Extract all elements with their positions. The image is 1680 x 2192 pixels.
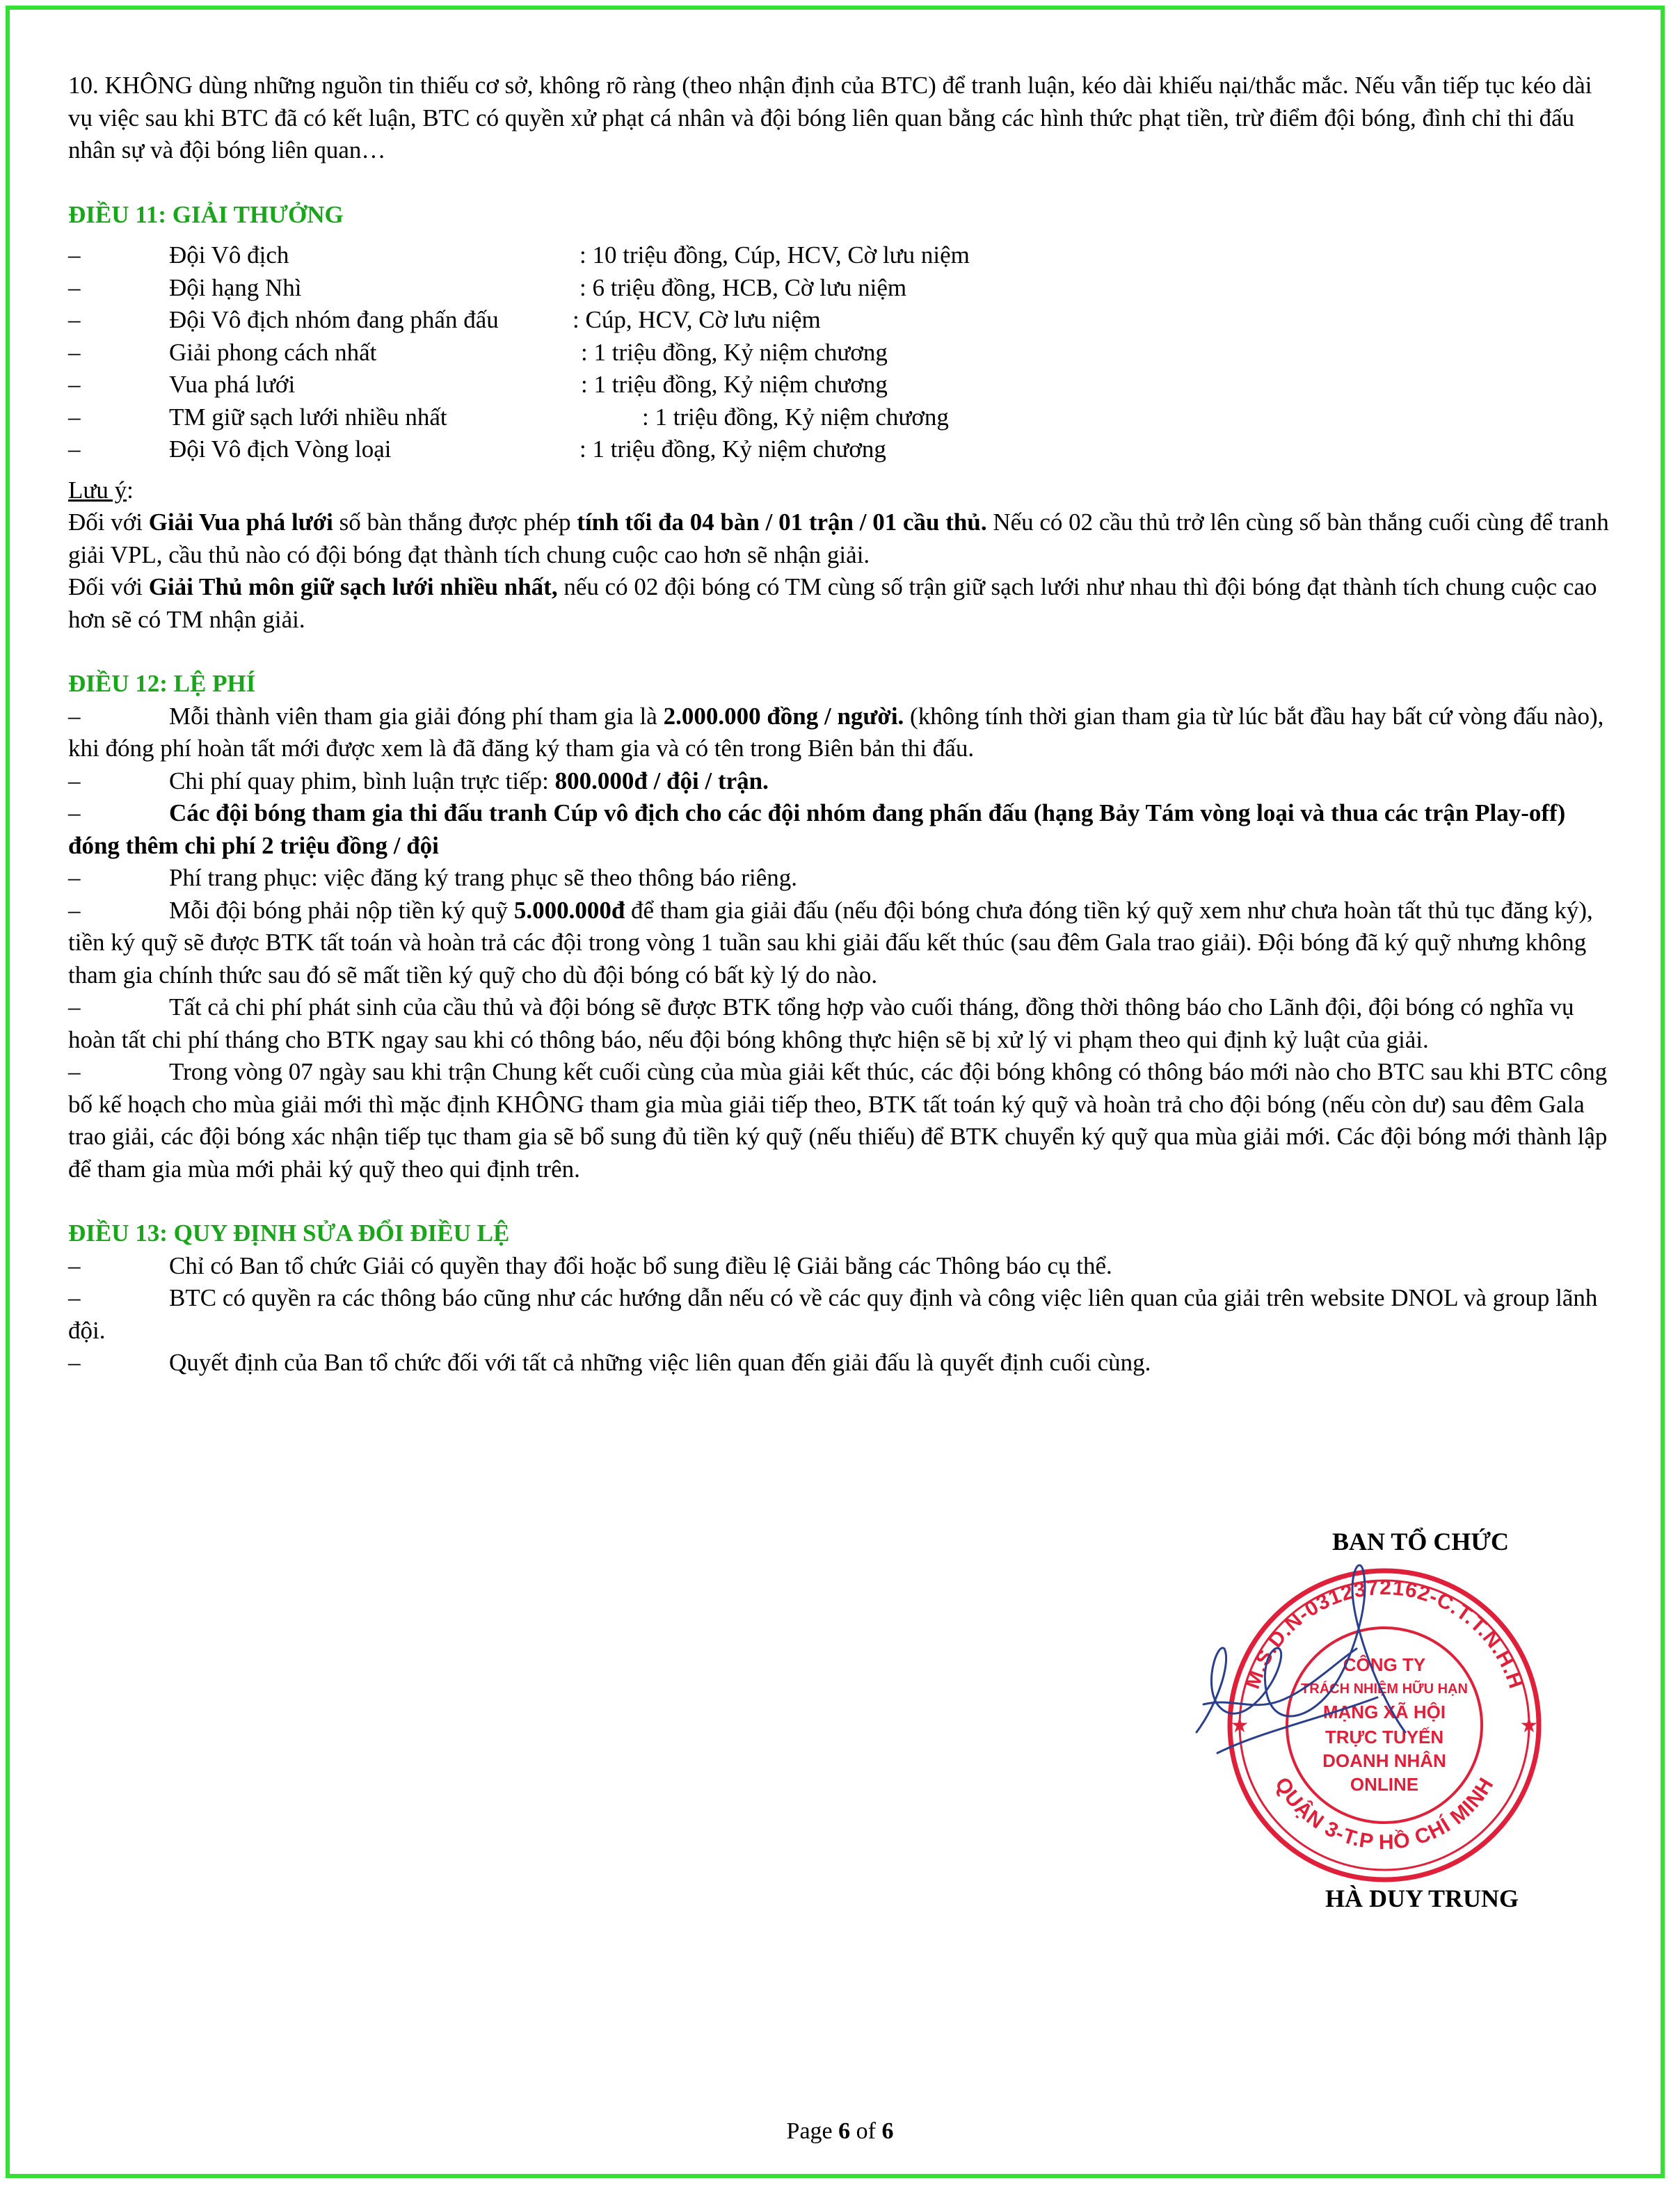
prize-label: Đội Vô địch Vòng loại (169, 435, 392, 463)
fee-paragraph: – Phí trang phục: việc đăng ký trang phục sẽ theo thông báo riêng. (68, 864, 797, 891)
page-footer (0, 2118, 1680, 2145)
stamp-star: ★ (1519, 1714, 1539, 1737)
prize-row (68, 272, 1609, 305)
stamp-line: CÔNG TY (1343, 1654, 1426, 1675)
note-label: Lưu ý: (68, 476, 134, 504)
dash-bullet: – (68, 241, 81, 269)
dash-bullet: – (68, 371, 81, 398)
note-top-scorer: Đối với Giải Vua phá lưới số bàn thắng được phép tính tối đa 04 bàn / 01 trận / 01 cầu thủ. Nếu có 02 cầu thủ trở lên cùng số bàn thắng cuối cùng để tranh giải VPL, cầu thủ nào có đội bóng đạt thành tích chung cuộc cao hơn sẽ nhận giải. (68, 509, 1609, 568)
document-body (68, 70, 1609, 1379)
fee-paragraph: – Mỗi thành viên tham gia giải đóng phí tham gia là 2.000.000 đồng / người. (không tính thời gian tham gia từ lúc bắt đầu hay bất cứ vòng đấu nào), khi đóng phí hoàn tất mới được xem là đã đăng ký tham gia và có tên trong Biên bản thi đấu. (68, 702, 1604, 762)
fee-paragraph: – Tất cả chi phí phát sinh của cầu thủ và đội bóng sẽ được BTK tổng hợp vào cuối tháng, đồng thời thông báo cho Lãnh đội, đội bóng có nghĩa vụ hoàn tất chi phí tháng cho BTK ngay sau khi có thông báo, nếu đội bóng không thực hiện sẽ bị xử lý vi phạm theo qui định kỷ luật của giải. (68, 993, 1574, 1053)
page-total: 6 (881, 2118, 894, 2144)
prize-row (68, 401, 1609, 434)
article-11-heading: ĐIỀU 11: GIẢI THƯỞNG (68, 200, 344, 228)
prize-row (68, 304, 1609, 337)
item-10: 10. KHÔNG dùng những nguồn tin thiếu cơ sở, không rõ ràng (theo nhận định của BTC) để tranh luận, kéo dài khiếu nại/thắc mắc. Nếu vẫn tiếp tục kéo dài vụ việc sau khi BTC đã có kết luận, BTC có quyền xử phạt cá nhân và đội bóng liên quan bằng các hình thức phạt tiền, trừ điểm đội bóng, đình chỉ thi đấu nhân sự và đội bóng liên quan… (68, 72, 1592, 163)
stamp-star: ★ (1230, 1714, 1249, 1737)
page-current: 6 (838, 2118, 851, 2144)
stamp-line: DOANH NHÂN (1322, 1750, 1446, 1771)
prize-value: : 6 triệu đồng, HCB, Cờ lưu niệm (579, 273, 907, 301)
fee-paragraph: – Chi phí quay phim, bình luận trực tiếp: 800.000đ / đội / trận. (68, 767, 769, 794)
stamp-line: TRỰC TUYẾN (1325, 1727, 1444, 1747)
dash-bullet: – (68, 306, 81, 333)
prize-value: : 1 triệu đồng, Kỷ niệm chương (581, 338, 888, 366)
prize-label: Đội Vô địch nhóm đang phấn đấu (169, 306, 499, 333)
stamp-ring-bottom-text: QUẬN 3-T.P HỒ CHÍ MINH (1270, 1773, 1498, 1855)
prize-row (68, 337, 1609, 369)
page-word: Page (786, 2118, 833, 2144)
prize-value: : Cúp, HCV, Cờ lưu niệm (573, 306, 821, 333)
prize-list (68, 239, 1609, 466)
prize-row (68, 433, 1609, 466)
prize-row (68, 239, 1609, 272)
dash-bullet: – (68, 403, 81, 431)
stamp-ring-text: M.S.D.N-0312372162-C.T.T.N.H.H (1240, 1576, 1528, 1692)
article-12-heading: ĐIỀU 12: LỆ PHÍ (68, 670, 256, 697)
prize-value: : 1 triệu đồng, Kỷ niệm chương (642, 403, 949, 431)
stamp-line: TRÁCH NHIỆM HỮU HẠN (1301, 1681, 1468, 1697)
stamp-line: ONLINE (1350, 1774, 1419, 1795)
dash-bullet: – (68, 435, 81, 463)
amendment-paragraph: – Quyết định của Ban tổ chức đối với tất cả những việc liên quan đến giải đấu là quyết định cuối cùng. (68, 1349, 1151, 1376)
amendment-paragraph: – Chỉ có Ban tổ chức Giải có quyền thay đổi hoặc bổ sung điều lệ Giải bằng các Thông báo cụ thể. (68, 1251, 1112, 1279)
dash-bullet: – (68, 273, 81, 301)
of-word: of (856, 2118, 876, 2144)
note-goalkeeper: Đối với Giải Thủ môn giữ sạch lưới nhiều nhất, nếu có 02 đội bóng có TM cùng số trận giữ sạch lưới như nhau thì đội bóng đạt thành tích chung cuộc cao hơn sẽ có TM nhận giải. (68, 573, 1597, 633)
fee-paragraph: – Mỗi đội bóng phải nộp tiền ký quỹ 5.000.000đ để tham gia giải đấu (nếu đội bóng chưa đóng tiền ký quỹ xem như chưa hoàn tất thủ tục đăng ký), tiền ký quỹ sẽ được BTK tất toán và hoàn trả các đội trong vòng 1 tuần sau khi giải đấu kết thúc (sau đêm Gala trao giải). Đội bóng đã ký quỹ nhưng không tham gia chính thức sau đó sẽ mất tiền ký quỹ cho dù đội bóng có bất kỳ lý do nào. (68, 896, 1593, 989)
organizer-title: BAN TỔ CHỨC (1332, 1528, 1510, 1555)
fee-paragraph: – Trong vòng 07 ngày sau khi trận Chung kết cuối cùng của mùa giải kết thúc, các đội bóng không có thông báo mới nào cho BTC sau khi BTC công bố kế hoạch cho mùa giải mới thì mặc định KHÔNG tham gia mùa giải tiếp theo, BTK tất toán ký quỹ và hoàn trả cho đội bóng (nếu còn dư) sau đêm Gala trao giải, các đội bóng xác nhận tiếp tục tham gia sẽ bổ sung đủ tiền ký quỹ (nếu thiếu) để BTK chuyển ký quỹ qua mùa giải mới. Các đội bóng mới thành lập để tham gia mùa mới phải ký quỹ theo qui định trên. (68, 1058, 1608, 1183)
prize-label: Vua phá lưới (169, 371, 296, 398)
prize-value: : 1 triệu đồng, Kỷ niệm chương (581, 371, 888, 398)
prize-value: : 1 triệu đồng, Kỷ niệm chương (579, 435, 886, 463)
prize-label: TM giữ sạch lưới nhiều nhất (169, 403, 447, 431)
signer-name: HÀ DUY TRUNG (1325, 1885, 1519, 1912)
prize-label: Đội hạng Nhì (169, 273, 302, 301)
prize-label: Đội Vô địch (169, 241, 289, 269)
article-13-heading: ĐIỀU 13: QUY ĐỊNH SỬA ĐỔI ĐIỀU LỆ (68, 1219, 510, 1247)
fee-paragraph: – Các đội bóng tham gia thi đấu tranh Cúp vô địch cho các đội nhóm đang phấn đấu (hạng Bảy Tám vòng loại và thua các trận Play-off) đóng thêm chi phí 2 triệu đồng / đội (68, 799, 1566, 859)
prize-row (68, 369, 1609, 401)
company-stamp (1176, 1523, 1565, 1913)
stamp-line: MẠNG XÃ HỘI (1322, 1702, 1446, 1722)
amendment-paragraph: – BTC có quyền ra các thông báo cũng như các hướng dẫn nếu có về các quy định và công việc liên quan của giải trên website DNOL và group lãnh đội. (68, 1284, 1598, 1344)
prize-value: : 10 triệu đồng, Cúp, HCV, Cờ lưu niệm (579, 241, 970, 269)
prize-label: Giải phong cách nhất (169, 338, 377, 366)
dash-bullet: – (68, 338, 81, 366)
